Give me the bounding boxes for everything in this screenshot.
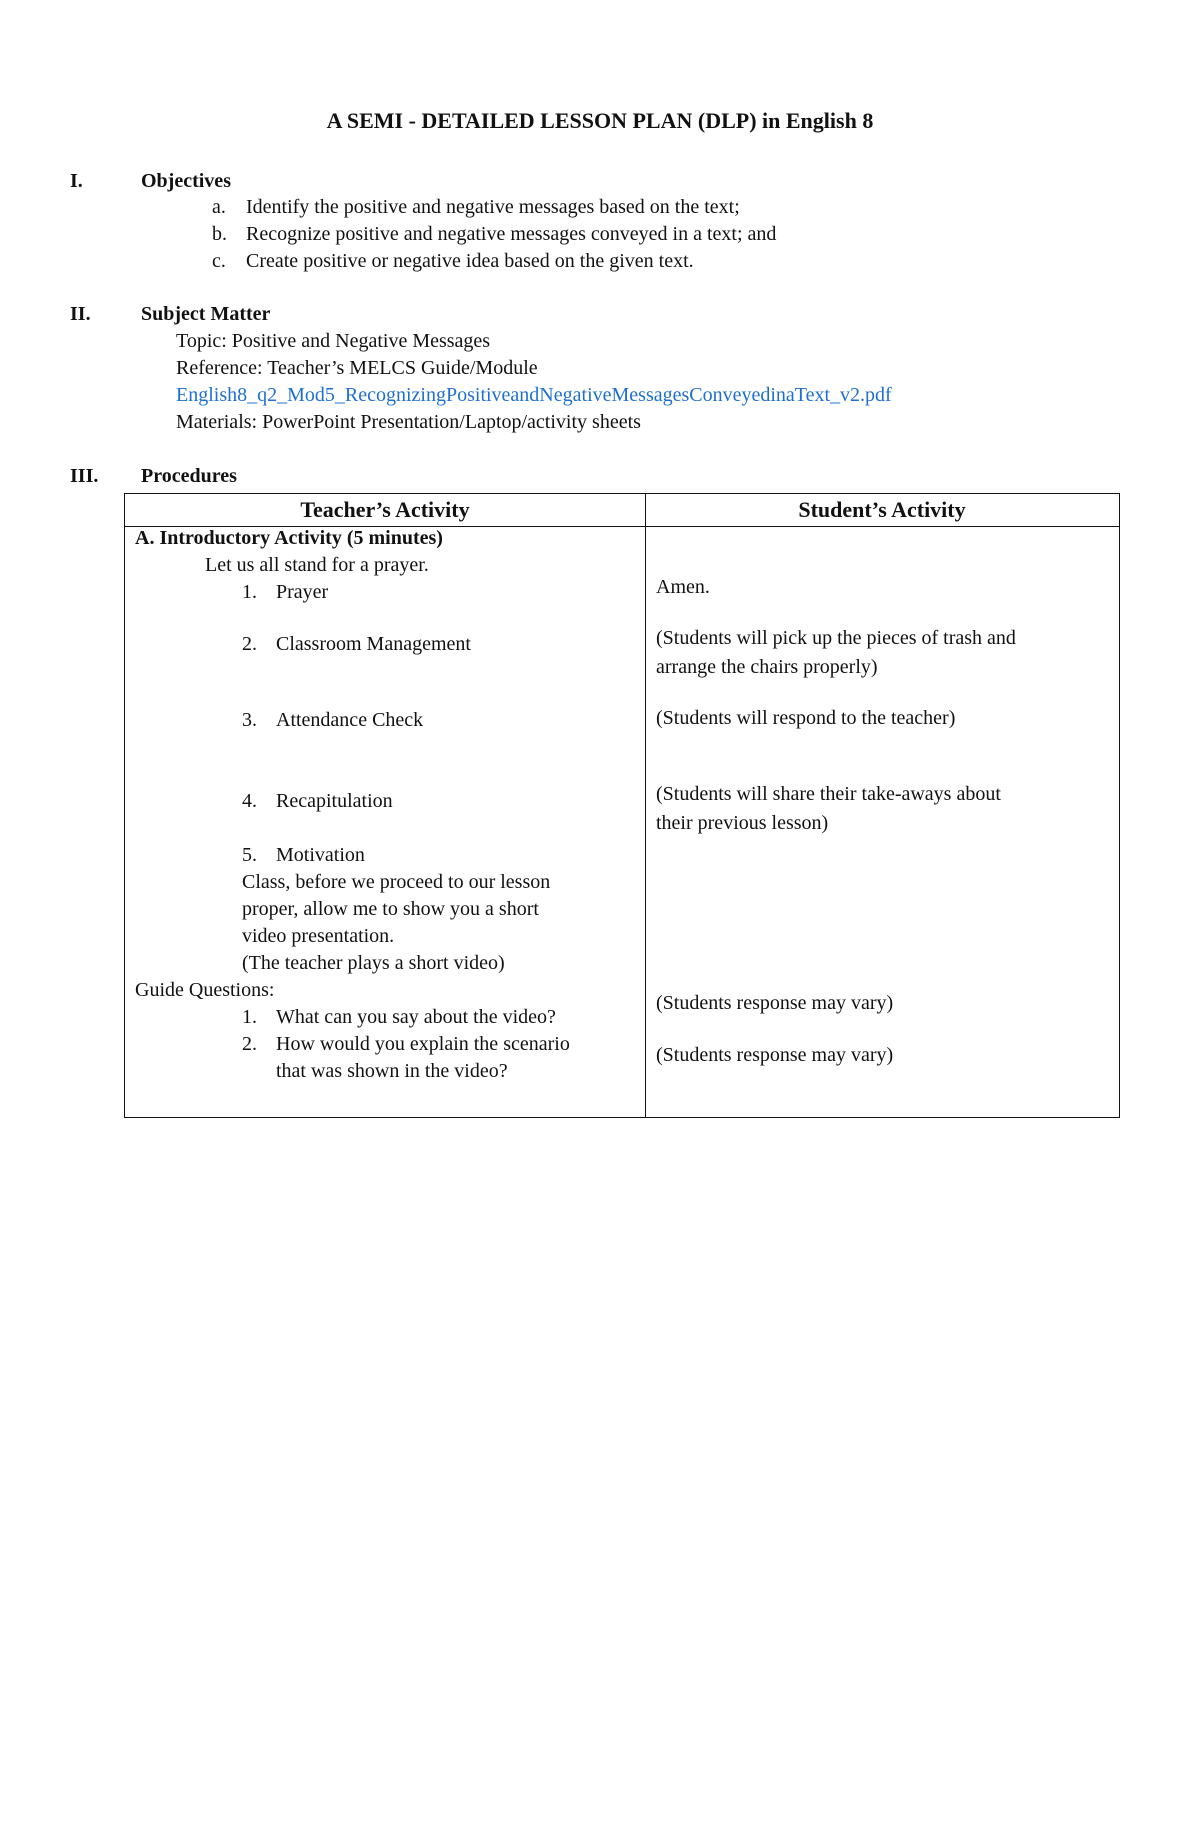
student-response-attendance: (Students will respond to the teacher) [656, 707, 956, 729]
subject-matter-heading: Subject Matter [141, 303, 271, 325]
motivation-line: video presentation. [242, 925, 395, 947]
objective-c: Create positive or negative idea based on the given text. [246, 250, 694, 272]
item-marker-5: 5. [242, 844, 257, 866]
motivation-line: (The teacher plays a short video) [242, 952, 505, 974]
item-motivation: Motivation [276, 844, 365, 866]
item-attendance-check: Attendance Check [276, 709, 424, 731]
column-divider [645, 494, 646, 1117]
objectives-number: I. [70, 170, 83, 192]
reference-line: Reference: Teacher’s MELCS Guide/Module [176, 357, 538, 379]
student-response-classroom-2: arrange the chairs properly) [656, 656, 878, 678]
question-marker-2: 2. [242, 1033, 257, 1055]
item-prayer: Prayer [276, 581, 329, 603]
student-response-question-1: (Students response may vary) [656, 992, 894, 1014]
student-response-recap-2: their previous lesson) [656, 812, 829, 834]
motivation-line: proper, allow me to show you a short [242, 898, 539, 920]
guide-questions-label: Guide Questions: [135, 979, 275, 1001]
procedures-table [124, 493, 1120, 1118]
objective-b: Recognize positive and negative messages conveyed in a text; and [246, 223, 777, 245]
question-marker-1: 1. [242, 1006, 257, 1028]
teacher-activity-header: Teacher’s Activity [300, 497, 470, 522]
question-2-line-1: How would you explain the scenario [276, 1033, 570, 1055]
item-classroom-management: Classroom Management [276, 633, 471, 655]
item-marker-1: 1. [242, 581, 257, 603]
student-activity-header: Student’s Activity [798, 497, 966, 522]
page-title: A SEMI - DETAILED LESSON PLAN (DLP) in English 8 [326, 108, 874, 133]
introductory-activity-heading: A. Introductory Activity (5 minutes) [135, 527, 443, 549]
prayer-intro: Let us all stand for a prayer. [205, 554, 429, 576]
materials-line: Materials: PowerPoint Presentation/Laptop/activity sheets [176, 411, 641, 433]
motivation-line: Class, before we proceed to our lesson [242, 871, 551, 893]
student-response-amen: Amen. [656, 576, 710, 598]
student-response-recap-1: (Students will share their take-aways about [656, 783, 1001, 805]
item-recapitulation: Recapitulation [276, 790, 393, 812]
question-1: What can you say about the video? [276, 1006, 556, 1028]
item-marker-3: 3. [242, 709, 257, 731]
student-response-classroom-1: (Students will pick up the pieces of trash and [656, 627, 1016, 649]
objectives-heading: Objectives [141, 170, 231, 192]
objective-marker-c: c. [212, 250, 226, 272]
item-marker-2: 2. [242, 633, 257, 655]
objective-marker-a: a. [212, 196, 226, 218]
procedures-number: III. [70, 465, 99, 487]
question-2-line-2: that was shown in the video? [276, 1060, 508, 1082]
objective-marker-b: b. [212, 223, 227, 245]
subject-matter-number: II. [70, 303, 91, 325]
module-link[interactable]: English8_q2_Mod5_RecognizingPositiveandNegativeMessagesConveyedinaText_v2.pdf [176, 384, 892, 406]
item-marker-4: 4. [242, 790, 257, 812]
procedures-heading: Procedures [141, 465, 237, 487]
student-response-question-2: (Students response may vary) [656, 1044, 894, 1066]
topic-line: Topic: Positive and Negative Messages [176, 330, 491, 352]
objective-a: Identify the positive and negative messages based on the text; [246, 196, 740, 218]
